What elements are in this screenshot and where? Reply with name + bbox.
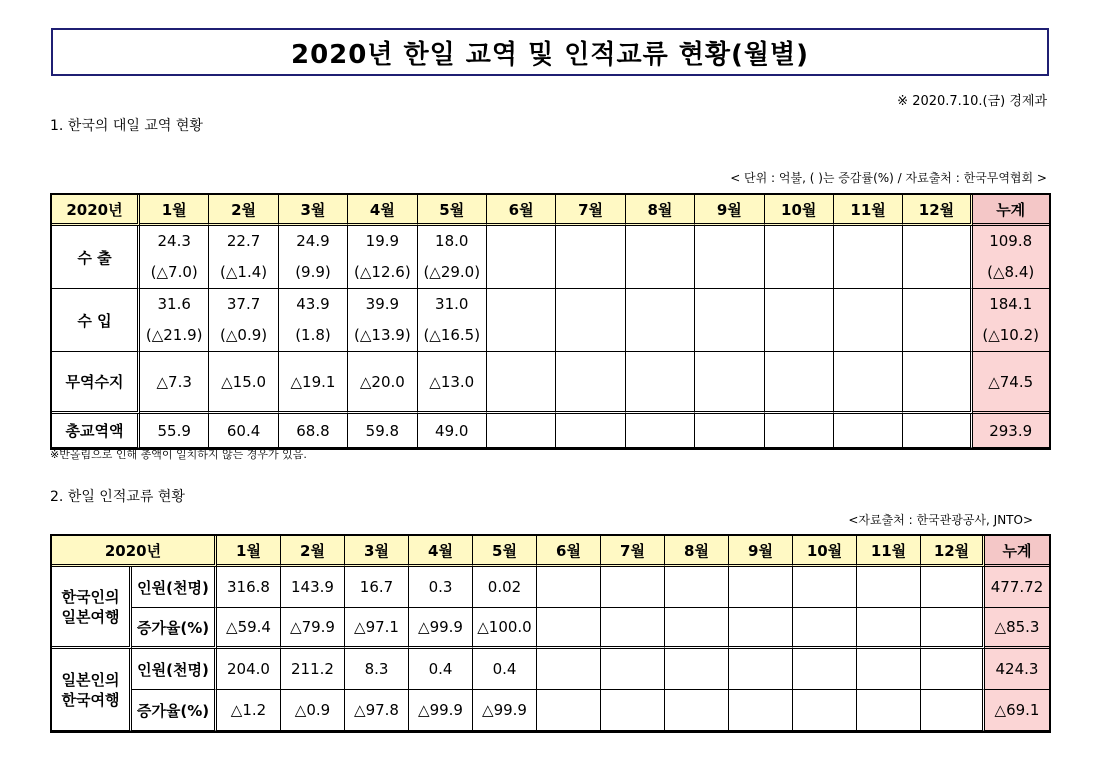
data-cell: △7.3 — [140, 352, 209, 414]
data-cell: △99.9 — [409, 690, 473, 731]
data-cell: △1.2 — [217, 690, 281, 731]
table-header-cell: 2020년 — [52, 195, 140, 226]
data-cell — [729, 649, 793, 690]
cell-value: 31.0 — [435, 295, 469, 313]
data-cell — [537, 608, 601, 649]
data-cell: △100.0 — [473, 608, 537, 649]
data-cell — [487, 414, 556, 448]
table-header-cell: 5월 — [473, 536, 537, 567]
cell-value: 22.7 — [226, 232, 261, 250]
data-cell — [921, 608, 985, 649]
data-cell: 204.0 — [217, 649, 281, 690]
data-cell — [626, 352, 695, 414]
data-cell — [793, 567, 857, 608]
data-cell — [665, 608, 729, 649]
data-cell — [626, 226, 695, 289]
table-header-cell: 11월 — [857, 536, 921, 567]
data-cell — [601, 567, 665, 608]
cell-change: (9.9) — [295, 263, 331, 281]
data-cell — [626, 289, 695, 352]
table-header-cell: 5월 — [418, 195, 487, 226]
row-label: 총교역액 — [52, 414, 140, 448]
data-cell — [903, 226, 972, 289]
data-cell — [695, 414, 764, 448]
cell-change: (△21.9) — [145, 326, 203, 344]
data-cell — [921, 649, 985, 690]
row-label: 증가율(%) — [132, 690, 217, 731]
row-label: 인원(천명) — [132, 649, 217, 690]
data-cell: △97.1 — [345, 608, 409, 649]
row-label: 수 출 — [52, 226, 140, 289]
data-cell — [209, 289, 278, 352]
data-cell: 16.7 — [345, 567, 409, 608]
row-label: 인원(천명) — [132, 567, 217, 608]
table-header-cell: 2020년 — [52, 536, 217, 567]
data-cell: △0.9 — [281, 690, 345, 731]
data-cell: △20.0 — [348, 352, 417, 414]
cell-change: (△0.9) — [220, 326, 268, 344]
data-cell — [418, 289, 487, 352]
data-cell — [537, 567, 601, 608]
table-row — [52, 352, 1049, 414]
data-cell — [556, 289, 625, 352]
section2-heading: 2. 한일 인적교류 현황 — [50, 489, 185, 505]
group-label: 일본인의 한국여행 — [52, 649, 132, 731]
cell-change: (1.8) — [295, 326, 331, 344]
data-cell — [348, 226, 417, 289]
data-cell: 316.8 — [217, 567, 281, 608]
table-header-cell: 12월 — [921, 536, 985, 567]
data-cell: 68.8 — [279, 414, 348, 448]
data-cell — [834, 226, 903, 289]
data-cell — [793, 690, 857, 731]
total-cell: △69.1 — [985, 690, 1049, 731]
table-row — [52, 226, 1049, 289]
table-header-cell: 누계 — [985, 536, 1049, 567]
table-header-cell: 3월 — [345, 536, 409, 567]
data-cell — [601, 608, 665, 649]
footnote: ※반올림으로 인해 총액이 일치하지 않는 경우가 있음. — [50, 448, 307, 461]
data-cell: 0.4 — [409, 649, 473, 690]
data-cell — [665, 690, 729, 731]
data-cell — [556, 414, 625, 448]
data-cell: 0.3 — [409, 567, 473, 608]
table-row — [52, 608, 1049, 649]
data-cell: △15.0 — [209, 352, 278, 414]
data-cell: △13.0 — [418, 352, 487, 414]
cell-change: (△12.6) — [354, 263, 411, 281]
data-cell — [140, 289, 209, 352]
data-cell — [729, 567, 793, 608]
data-cell — [834, 289, 903, 352]
total-cell: 293.9 — [973, 414, 1049, 448]
row-label: 무역수지 — [52, 352, 140, 414]
data-cell: △59.4 — [217, 608, 281, 649]
cell-value: 31.6 — [157, 295, 191, 313]
data-cell: 59.8 — [348, 414, 417, 448]
data-cell — [556, 352, 625, 414]
data-cell — [348, 289, 417, 352]
total-cell: △74.5 — [973, 352, 1049, 414]
table-header-cell: 1월 — [217, 536, 281, 567]
date-note: ※ 2020.7.10.(금) 경제과 — [897, 94, 1047, 109]
trade-table — [50, 193, 1051, 450]
cell-value: 43.9 — [296, 295, 330, 313]
table-header-cell: 10월 — [793, 536, 857, 567]
table-header-cell: 6월 — [537, 536, 601, 567]
table-header-cell: 3월 — [279, 195, 348, 226]
data-cell: 0.02 — [473, 567, 537, 608]
data-cell — [695, 289, 764, 352]
data-cell — [279, 226, 348, 289]
data-cell — [921, 690, 985, 731]
data-cell — [695, 226, 764, 289]
table-header-cell: 6월 — [487, 195, 556, 226]
data-cell: 143.9 — [281, 567, 345, 608]
table-header-cell: 11월 — [834, 195, 903, 226]
data-cell — [903, 414, 972, 448]
total-cell — [973, 226, 1049, 289]
data-cell — [695, 352, 764, 414]
table-header-cell: 8월 — [626, 195, 695, 226]
data-cell — [487, 226, 556, 289]
data-cell — [857, 649, 921, 690]
cell-change: (△1.4) — [220, 263, 268, 281]
data-cell — [556, 226, 625, 289]
data-cell: 55.9 — [140, 414, 209, 448]
table-header-cell: 10월 — [765, 195, 834, 226]
table-header-cell: 8월 — [665, 536, 729, 567]
data-cell — [903, 289, 972, 352]
table-header-cell: 9월 — [729, 536, 793, 567]
cell-value: 37.7 — [226, 295, 261, 313]
table-row — [52, 690, 1049, 731]
data-cell — [793, 649, 857, 690]
data-cell: △97.8 — [345, 690, 409, 731]
data-cell — [834, 414, 903, 448]
data-cell — [903, 352, 972, 414]
data-cell: 8.3 — [345, 649, 409, 690]
data-cell — [765, 352, 834, 414]
cell-value: 24.3 — [157, 232, 191, 250]
data-cell — [921, 567, 985, 608]
cell-value: 39.9 — [365, 295, 400, 313]
data-cell: △19.1 — [279, 352, 348, 414]
table-header-cell: 12월 — [903, 195, 972, 226]
data-cell — [487, 352, 556, 414]
data-cell — [601, 690, 665, 731]
data-cell — [793, 608, 857, 649]
table-header-cell: 7월 — [556, 195, 625, 226]
data-cell: △99.9 — [409, 608, 473, 649]
data-cell — [487, 289, 556, 352]
data-cell — [665, 567, 729, 608]
data-cell — [765, 289, 834, 352]
data-cell — [279, 289, 348, 352]
data-cell — [418, 226, 487, 289]
data-cell: 0.4 — [473, 649, 537, 690]
table-header-cell: 2월 — [281, 536, 345, 567]
table-row — [52, 414, 1049, 448]
section1-source: < 단위 : 억불, ( )는 증감률(%) / 자료출처 : 한국무역협회 > — [730, 171, 1047, 185]
total-value: 109.8 — [989, 232, 1033, 250]
cell-value: 18.0 — [435, 232, 469, 250]
table-header-cell: 4월 — [348, 195, 417, 226]
data-cell: △99.9 — [473, 690, 537, 731]
data-cell — [537, 649, 601, 690]
total-value: 184.1 — [989, 295, 1033, 313]
cell-value: 19.9 — [365, 232, 400, 250]
data-cell: △79.9 — [281, 608, 345, 649]
exchange-table — [50, 534, 1051, 733]
data-cell — [857, 608, 921, 649]
table-header-cell: 7월 — [601, 536, 665, 567]
table-row — [52, 289, 1049, 352]
table-header-cell: 4월 — [409, 536, 473, 567]
table-header-cell: 1월 — [140, 195, 209, 226]
table-header-cell: 9월 — [695, 195, 764, 226]
cell-change: (△29.0) — [423, 263, 481, 281]
data-cell — [626, 414, 695, 448]
data-cell — [857, 690, 921, 731]
total-change: (△8.4) — [987, 263, 1035, 281]
data-cell — [834, 352, 903, 414]
data-cell — [765, 414, 834, 448]
cell-change: (△13.9) — [354, 326, 411, 344]
section2-source: <자료출처 : 한국관광공사, JNTO> — [848, 513, 1033, 527]
total-cell: 424.3 — [985, 649, 1049, 690]
row-label: 증가율(%) — [132, 608, 217, 649]
data-cell — [209, 226, 278, 289]
row-label: 수 입 — [52, 289, 140, 352]
table-header-cell: 누계 — [973, 195, 1049, 226]
section1-heading: 1. 한국의 대일 교역 현황 — [50, 118, 203, 134]
table-header-cell: 2월 — [209, 195, 278, 226]
total-cell — [973, 289, 1049, 352]
data-cell — [765, 226, 834, 289]
data-cell — [140, 226, 209, 289]
table-row — [52, 649, 1049, 690]
data-cell: 211.2 — [281, 649, 345, 690]
data-cell — [857, 567, 921, 608]
total-cell: 477.72 — [985, 567, 1049, 608]
data-cell — [665, 649, 729, 690]
data-cell — [729, 690, 793, 731]
total-cell: △85.3 — [985, 608, 1049, 649]
data-cell — [601, 649, 665, 690]
data-cell — [537, 690, 601, 731]
cell-change: (△16.5) — [423, 326, 481, 344]
cell-change: (△7.0) — [150, 263, 198, 281]
data-cell: 49.0 — [418, 414, 487, 448]
data-cell — [729, 608, 793, 649]
page-title: 2020년 한일 교역 및 인적교류 현황(월별) — [51, 28, 1049, 76]
total-change: (△10.2) — [982, 326, 1039, 344]
data-cell: 60.4 — [209, 414, 278, 448]
cell-value: 24.9 — [296, 232, 330, 250]
table-row — [52, 567, 1049, 608]
group-label: 한국인의 일본여행 — [52, 567, 132, 649]
